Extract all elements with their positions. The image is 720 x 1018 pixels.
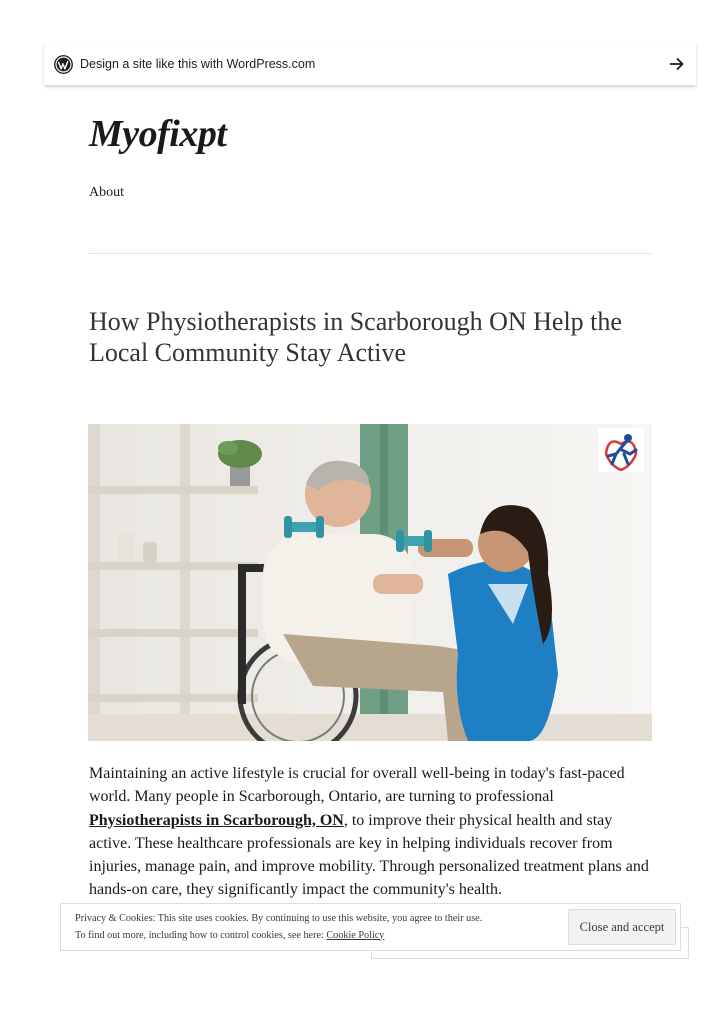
physiotherapists-link[interactable]: Physiotherapists in Scarborough, ON [89,811,344,829]
header-divider [89,253,652,254]
menu-item-about[interactable]: About [89,185,124,200]
cookie-policy-link[interactable]: Cookie Policy [326,929,385,941]
site-title[interactable]: Myofixpt [89,113,227,155]
physio-logo-icon [598,428,644,472]
cookie-line-2: To find out more, including how to control cookies, see here: [75,929,327,941]
arrow-right-icon[interactable] [668,55,686,73]
post-title[interactable]: How Physiotherapists in Scarborough ON Help the Local Community Stay Active [89,307,622,367]
post-body-text-1: Maintaining an active lifestyle is crucial for overall well-being in today's fast-paced world. Many people in Scarborough, Ontario, are turning to professional [89,765,625,806]
cookie-banner [60,903,681,951]
close-and-accept-button[interactable]: Close and accept [568,909,676,945]
post-body [89,762,652,902]
cookie-line-1: Privacy & Cookies: This site uses cookies. By continuing to use this website, you agree to their use. [75,913,483,924]
wordpress-promo-link[interactable]: Design a site like this with WordPress.com [80,57,316,71]
wordpress-logo-icon[interactable] [54,55,73,74]
post-featured-image [88,424,652,741]
wordpress-promo-bar [44,43,696,85]
post-body-text-2: , to improve their physical health and stay active. These healthcare professionals are key in helping individuals recover from injuries, manage pain, and improve mobility. Through personalized treatment plans and hands-on care, they significantly impact the community's health. [89,811,649,899]
main-menu [89,183,124,201]
cookie-text [75,911,482,944]
